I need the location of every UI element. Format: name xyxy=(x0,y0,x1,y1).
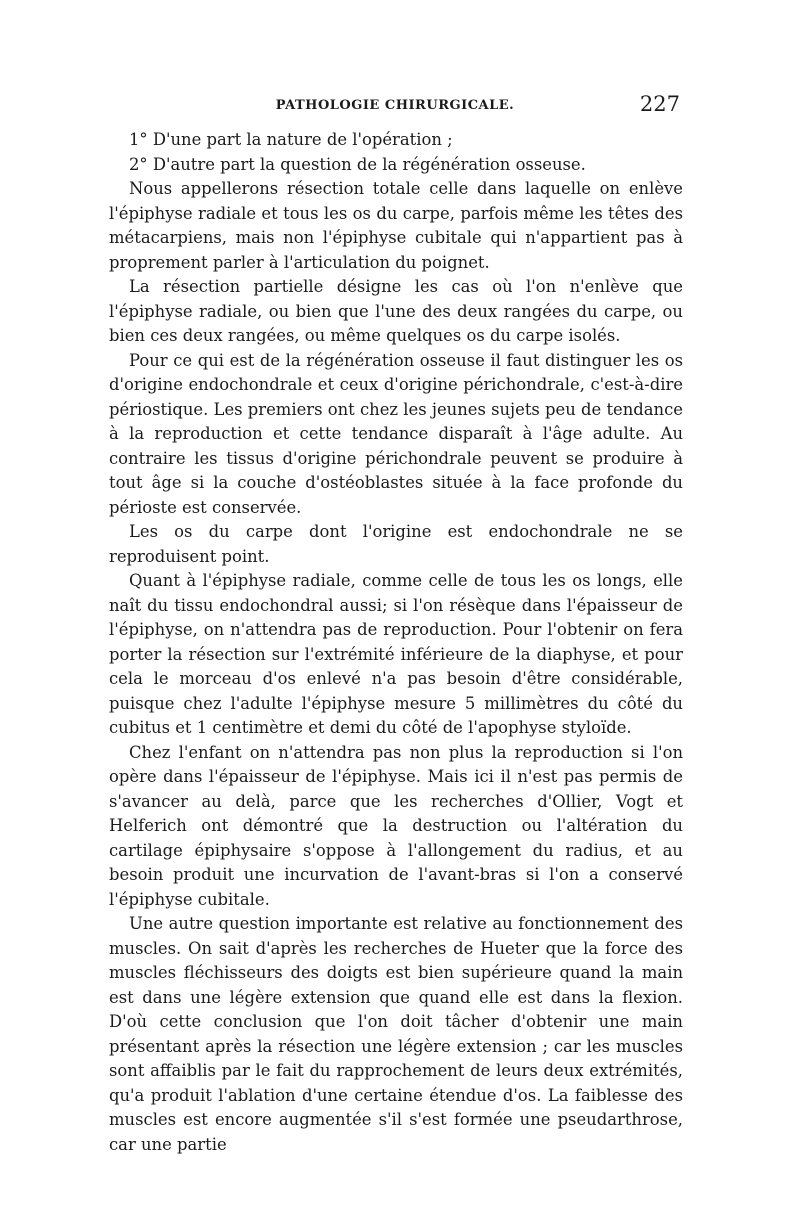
page-number: 227 xyxy=(639,92,680,116)
paragraph: Pour ce qui est de la régénération osseuse il faut distinguer les os d'origine endochondrale et ceux d'origine périchondrale, c'est-à-dire périostique. Les premiers ont chez les jeunes sujets peu de tendance à la reproduction et cette tendance disparaît à l'âge adulte. Au contraire les tissus d'origine périchondrale peuvent se produire à tout âge si la couche d'ostéoblastes située à la face profonde du périoste est conservée. xyxy=(109,350,683,517)
list-item-2: 2° D'autre part la question de la régénération osseuse. xyxy=(129,154,586,174)
running-title: PATHOLOGIE CHIRURGICALE. xyxy=(275,98,515,113)
paragraph: Nous appellerons résection totale celle dans laquelle on enlève l'épiphyse radiale et tous les os du carpe, parfois même les têtes des métacarpiens, mais non l'épiphyse cubitale qui n'appartient pas à proprement parler à l'articulation du poignet. xyxy=(109,179,683,272)
paragraph: Une autre question importante est relative au fonctionnement des muscles. On sait d'après les recherches de Hueter que la force des muscles fléchisseurs des doigts est bien supérieure quand la main est dans une légère extension que quand elle est dans la flexion. D'où cette conclusion que l'on doit tâcher d'obtenir une main présentant après la résection une légère extension ; car les muscles sont affaiblis par le fait du rapprochement de leurs deux extrémités, qu'a produit l'ablation d'une certaine étendue d'os. La faiblesse des muscles est encore augmentée s'il s'est formée une pseudarthrose, car une partie xyxy=(109,914,683,1154)
paragraph: Les os du carpe dont l'origine est endochondrale ne se reproduisent point. xyxy=(109,522,683,566)
paragraph: Chez l'enfant on n'attendra pas non plus la reproduction si l'on opère dans l'épaisseur de l'épiphyse. Mais ici il n'est pas permis de s'avancer au delà, parce que les recherches d'Ollier, Vogt et Helferich ont démontré que la destruction ou l'altération du cartilage épiphysaire s'oppose à l'allongement du radius, et au besoin produit une incurvation de l'avant-bras si l'on a conservé l'épiphyse cubitale. xyxy=(109,742,683,909)
list-item-1: 1° D'une part la nature de l'opération ; xyxy=(129,130,453,149)
paragraph: Quant à l'épiphyse radiale, comme celle de tous les os longs, elle naît du tissu endochondral aussi; si l'on résèque dans l'épaisseur de l'épiphyse, on n'attendra pas de reproduction. Pour l'obtenir on fera porter la résection sur l'extrémité inférieure de la diaphyse, et pour cela le morceau d'os enlevé n'a pas besoin d'être considérable, puisque chez l'adulte l'épiphyse mesure 5 millimètres du côté du cubitus et 1 centimètre et demi du côté de l'apophyse styloïde. xyxy=(109,571,683,737)
paragraph: La résection partielle désigne les cas où l'on n'enlève que l'épiphyse radiale, ou bien que l'une des deux rangées du carpe, ou bien ces deux rangées, ou même quelques os du carpe isolés. xyxy=(109,277,683,345)
running-head xyxy=(110,92,680,118)
body-text xyxy=(109,128,683,1157)
